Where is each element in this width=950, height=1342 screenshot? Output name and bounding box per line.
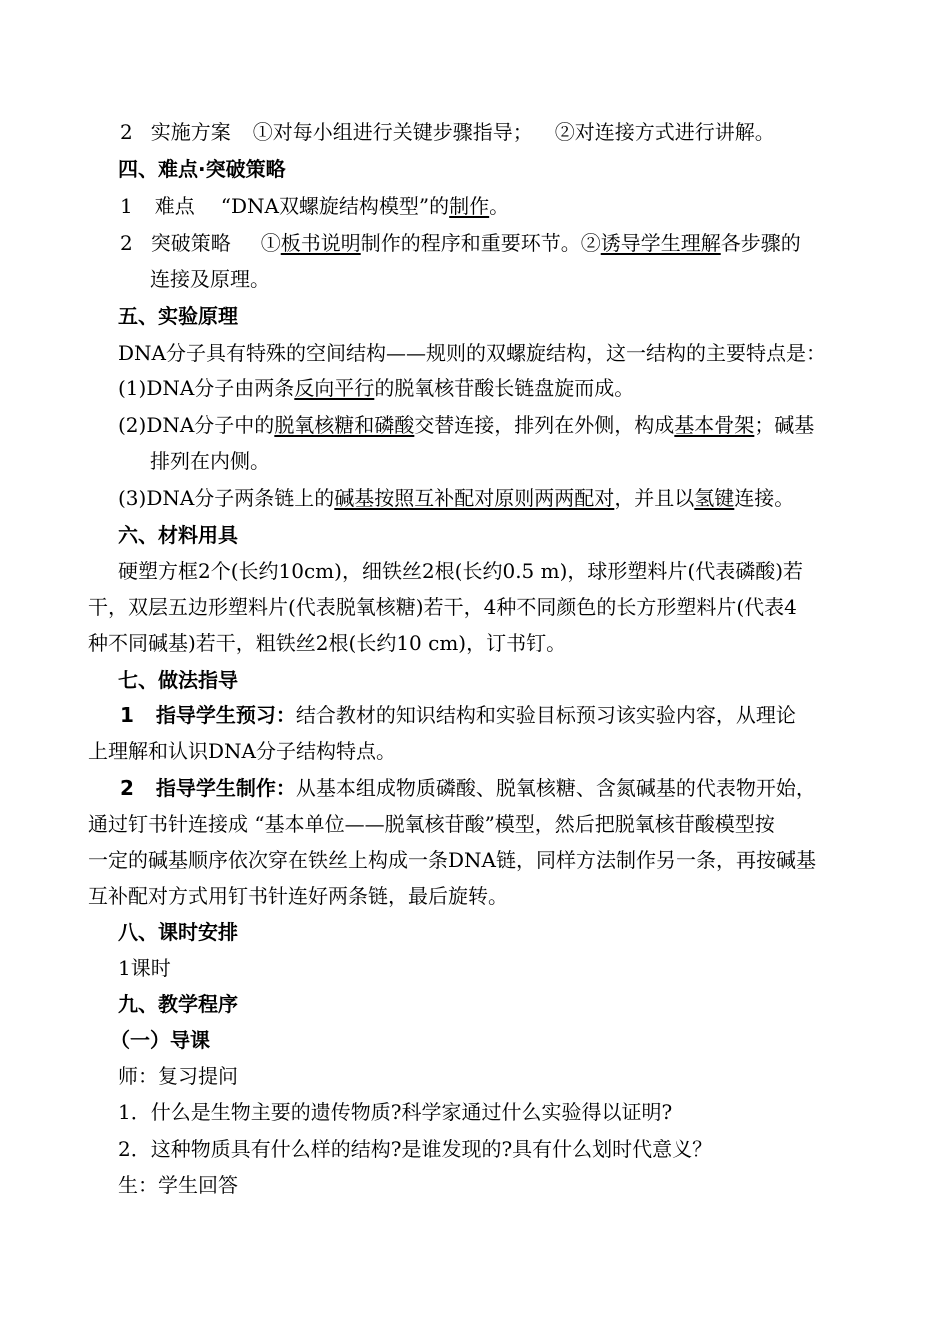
principle-2-middle: 交替连接，排列在外侧，构成 — [414, 413, 675, 437]
guide-1-num: 1 — [120, 703, 134, 727]
difficulty-label: 难点 — [154, 194, 195, 218]
student-line: 生：学生回答 — [118, 1173, 238, 1197]
strategy-num: 2 — [120, 231, 133, 255]
difficulty-underlined: 制作 — [449, 194, 490, 218]
strategy-a1: ① — [260, 231, 281, 255]
section-9-heading: 九、教学程序 — [118, 992, 238, 1016]
section-4-heading: 四、难点·突破策略 — [118, 157, 286, 181]
difficulty-end: 。 — [489, 194, 510, 218]
guide-2-text: 从基本组成物质磷酸、脱氧核糖、含氮碱基的代表物开始， — [295, 776, 816, 800]
principle-intro: DNA分子具有特殊的空间结构——规则的双螺旋结构，这一结构的主要特点是： — [118, 341, 826, 365]
guide-1-line — [120, 701, 796, 729]
guide-1-text: 结合教材的知识结构和实验目标预习该实验内容，从理论 — [295, 703, 796, 727]
strategy-b-underlined: 诱导学生理解 — [600, 231, 721, 255]
guide-2-line-3: 一定的碱基顺序依次穿在铁丝上构成一条DNA链，同样方法制作另一条，再按碱基 — [88, 848, 816, 872]
strategy-a2: 制作的程序和重要环节。② — [360, 231, 601, 255]
strategy-b2: 各步骤的 — [720, 231, 801, 255]
question-2: 2．这种物质具有什么样的结构?是谁发现的?具有什么划时代意义？ — [118, 1137, 713, 1161]
subsection-intro-heading: （一）导课 — [110, 1028, 210, 1052]
principle-1-text: (1)DNA分子由两条 — [118, 376, 295, 400]
strategy-a-underlined: 板书说明 — [280, 231, 361, 255]
guide-2-label: 指导学生制作： — [155, 776, 296, 800]
materials-line-2: 干，双层五边形塑料片(代表脱氧核糖)若干，4种不同颜色的长方形塑料片(代表4 — [88, 595, 797, 619]
principle-3-text: (3)DNA分子两条链上的 — [118, 486, 335, 510]
difficulty-text: “DNA双螺旋结构模型”的 — [220, 194, 450, 218]
impl-step2: ②对连接方式进行讲解。 — [554, 120, 775, 144]
section-5-heading: 五、实验原理 — [118, 304, 238, 328]
principle-2-underlined-1: 脱氧核糖和磷酸 — [274, 413, 415, 437]
impl-step1: ①对每小组进行关键步骤指导； — [252, 120, 533, 144]
teacher-line: 师：复习提问 — [118, 1064, 238, 1088]
principle-2-underlined-2: 基本骨架 — [674, 413, 755, 437]
principle-2-end: ；碱基 — [754, 413, 815, 437]
principle-3-underlined-1: 碱基按照互补配对原则两两配对 — [334, 486, 615, 510]
guide-2-line-4: 互补配对方式用钉书针连好两条链，最后旋转。 — [88, 884, 508, 908]
materials-line-1: 硬塑方框2个(长约10cm)，细铁丝2根(长约0.5 m)，球形塑料片(代表磷酸)若 — [118, 559, 804, 583]
principle-3-underlined-2: 氢键 — [694, 486, 735, 510]
impl-line — [120, 118, 775, 146]
principle-1-underlined: 反向平行 — [294, 376, 375, 400]
section-6-heading: 六、材料用具 — [118, 523, 238, 547]
guide-2-num: 2 — [120, 776, 134, 800]
materials-line-3: 种不同碱基)若干，粗铁丝2根(长约10 cm)，订书钉。 — [88, 631, 567, 655]
section-7-heading: 七、做法指导 — [118, 668, 238, 692]
principle-2 — [118, 411, 814, 439]
principle-2-text: (2)DNA分子中的 — [118, 413, 275, 437]
principle-1 — [118, 374, 634, 402]
section-8-heading: 八、课时安排 — [118, 920, 238, 944]
difficulty-line — [120, 192, 509, 220]
impl-label: 实施方案 — [150, 120, 231, 144]
strategy-line — [120, 229, 801, 257]
principle-3-end: 连接。 — [734, 486, 795, 510]
strategy-continuation: 连接及原理。 — [150, 267, 270, 291]
impl-num: 2 — [120, 120, 133, 144]
guide-1-label: 指导学生预习： — [155, 703, 296, 727]
schedule-text: 1课时 — [118, 956, 171, 980]
strategy-label: 突破策略 — [150, 231, 231, 255]
guide-2-line-2: 通过钉书针连接成 “基本单位——脱氧核苷酸”模型，然后把脱氧核苷酸模型按 — [88, 812, 775, 836]
principle-2-continuation: 排列在内侧。 — [150, 449, 270, 473]
difficulty-num: 1 — [120, 194, 133, 218]
principle-3 — [118, 484, 794, 512]
guide-2-line — [120, 774, 816, 802]
principle-3-middle: ，并且以 — [614, 486, 695, 510]
guide-1-continuation: 上理解和认识DNA分子结构特点。 — [88, 739, 396, 763]
principle-1-end: 的脱氧核苷酸长链盘旋而成。 — [374, 376, 635, 400]
question-1: 1．什么是生物主要的遗传物质?科学家通过什么实验得以证明? — [118, 1100, 673, 1124]
